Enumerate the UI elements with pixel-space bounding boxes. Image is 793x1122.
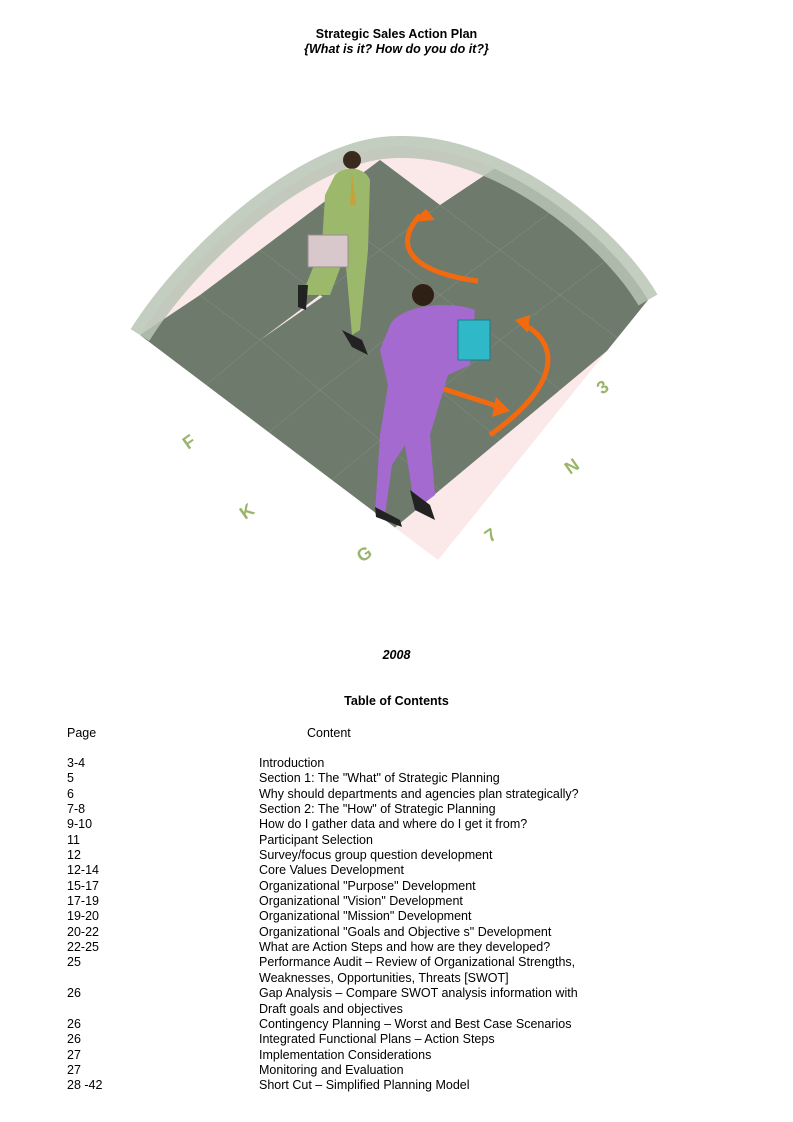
toc-entry-line: Why should departments and agencies plan strategically?: [259, 786, 579, 801]
toc-row: [67, 817, 627, 832]
toc-entry-line: Contingency Planning – Worst and Best Case Scenarios: [259, 1016, 572, 1031]
toc-row: [67, 909, 627, 924]
toc-page-number: 26: [67, 986, 81, 1001]
toc-page-number: 3-4: [67, 756, 86, 770]
toc-row: [67, 1048, 627, 1063]
toc-entry-line: Organizational "Mission" Development: [259, 909, 472, 924]
toc-entry: [259, 756, 627, 771]
board-letter: 3: [592, 376, 613, 399]
toc-entry: [259, 1048, 627, 1063]
toc-page-number: 20-22: [67, 924, 99, 939]
toc-entry: [259, 909, 627, 924]
toc-entry-line: Survey/focus group question development: [259, 848, 493, 863]
toc-page-number: 5: [67, 771, 74, 786]
toc-page-number: 12: [67, 848, 81, 863]
toc-col-page: Page: [67, 726, 97, 740]
toc-col-content: Content: [307, 726, 351, 740]
toc-list: [67, 756, 627, 1094]
toc-entry: [259, 1063, 627, 1078]
toc-entry-line: How do I gather data and where do I get it from?: [259, 817, 528, 832]
toc-entry-line: Section 2: The "How" of Strategic Planning: [259, 802, 496, 817]
chessboard-illustration: [130, 135, 660, 575]
toc-entry: [259, 894, 627, 909]
toc-entry-line: Performance Audit – Review of Organizational Strengths,: [259, 955, 576, 970]
toc-row: [67, 848, 627, 863]
toc-row: [67, 771, 627, 786]
toc-entry-line: Participant Selection: [259, 832, 373, 847]
toc-entry: [259, 848, 627, 863]
toc-entry: [259, 1078, 627, 1093]
toc-row: [67, 756, 627, 771]
toc-row: [67, 1078, 627, 1093]
toc-page-number: 7-8: [67, 802, 86, 817]
toc-entry-line: What are Action Steps and how are they developed?: [259, 940, 551, 955]
toc-page-number: 27: [67, 1047, 81, 1062]
toc-entry-line: Organizational "Goals and Objective s" Development: [259, 924, 552, 939]
toc-entry: [259, 787, 627, 802]
toc-page-number: 19-20: [67, 909, 99, 924]
toc-entry: [259, 925, 627, 940]
board-letter: F: [178, 430, 200, 454]
toc-entry: [259, 955, 627, 986]
board-letter: G: [352, 541, 376, 567]
toc-entry: [259, 817, 627, 832]
toc-row: [67, 802, 627, 817]
toc-row: [67, 863, 627, 878]
toc-entry-line: Integrated Functional Plans – Action Steps: [259, 1032, 495, 1047]
toc-entry-line: Weaknesses, Opportunities, Threats [SWOT]: [259, 970, 509, 985]
toc-entry-line: Draft goals and objectives: [259, 1001, 403, 1016]
toc-entry-line: Short Cut – Simplified Planning Model: [259, 1078, 470, 1093]
board-letter: 7: [480, 524, 501, 547]
toc-page-number: 25: [67, 955, 81, 970]
toc-page-number: 12-14: [67, 863, 99, 878]
toc-row: [67, 833, 627, 848]
toc-page-number: 11: [67, 832, 80, 847]
toc-page-number: 26: [67, 1016, 81, 1031]
toc-row: [67, 1063, 627, 1078]
document-title: Strategic Sales Action Plan: [315, 27, 478, 41]
toc-page-number: 28 -42: [67, 1078, 103, 1093]
toc-entry-line: Introduction: [259, 756, 325, 770]
toc-entry: [259, 879, 627, 894]
toc-row: [67, 879, 627, 894]
toc-entry-line: Section 1: The "What" of Strategic Planning: [259, 771, 500, 786]
board-letter: K: [235, 499, 258, 524]
toc-page-number: 26: [67, 1032, 81, 1047]
toc-entry: [259, 986, 627, 1017]
toc-entry-line: Gap Analysis – Compare SWOT analysis information with: [259, 986, 578, 1001]
toc-row: [67, 1032, 627, 1047]
toc-entry: [259, 1017, 627, 1032]
toc-row: [67, 925, 627, 940]
board-letter: N: [560, 454, 583, 479]
toc-entry-line: Implementation Considerations: [259, 1047, 432, 1062]
toc-row: [67, 955, 627, 986]
toc-entry-line: Organizational "Vision" Development: [259, 894, 463, 909]
toc-row: [67, 1017, 627, 1032]
toc-page-number: 22-25: [67, 940, 99, 955]
toc-row: [67, 986, 627, 1017]
toc-entry: [259, 863, 627, 878]
toc-entry: [259, 771, 627, 786]
toc-row: [67, 940, 627, 955]
toc-page-number: 17-19: [67, 894, 99, 909]
toc-entry-line: Monitoring and Evaluation: [259, 1062, 404, 1077]
document-year: 2008: [382, 648, 411, 662]
toc-entry-line: Organizational "Purpose" Development: [259, 878, 476, 893]
toc-title: Table of Contents: [344, 694, 449, 708]
toc-page-number: 9-10: [67, 817, 93, 832]
toc-page-number: 6: [67, 786, 74, 801]
toc-entry: [259, 833, 627, 848]
toc-page-number: 27: [67, 1062, 81, 1077]
toc-entry: [259, 940, 627, 955]
toc-row: [67, 894, 627, 909]
toc-entry: [259, 802, 627, 817]
toc-row: [67, 787, 627, 802]
toc-page-number: 15-17: [67, 878, 99, 893]
toc-entry-line: Core Values Development: [259, 863, 404, 878]
toc-entry: [259, 1032, 627, 1047]
document-subtitle: {What is it? How do you do it?}: [304, 42, 489, 56]
